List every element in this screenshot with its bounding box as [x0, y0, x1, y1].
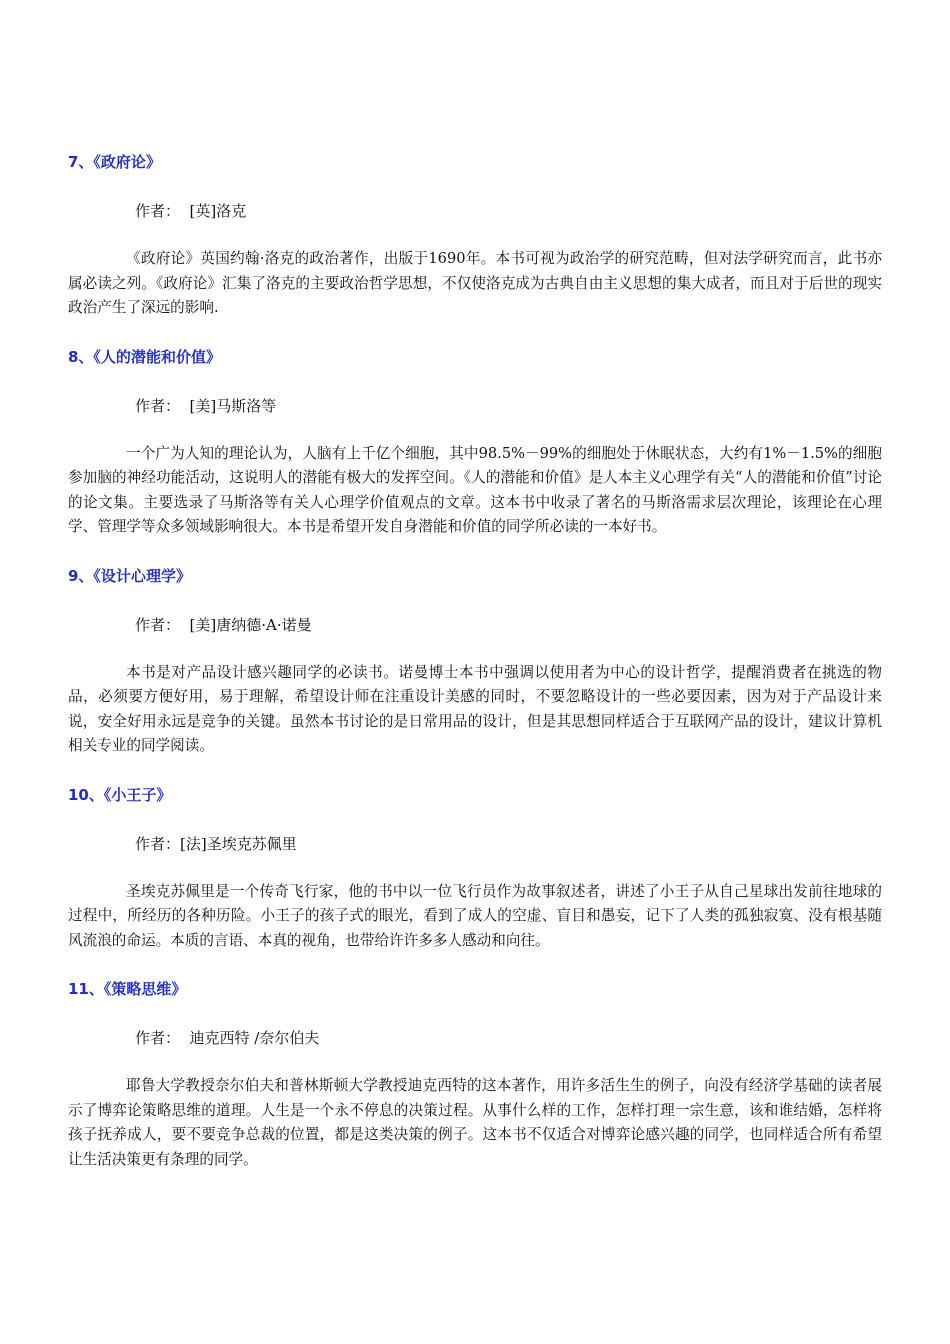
- book-entry-11: [68, 977, 882, 1172]
- book-entry-9: [68, 564, 882, 759]
- book-description: 圣埃克苏佩里是一个传奇飞行家，他的书中以一位飞行员作为故事叙述者，讲述了小王子从自己星球出发前往地球的过程中，所经历的各种历险。小王子的孩子式的眼光，看到了成人的空虚、盲目和愚妄，记下了人类的孤独寂寞、没有根基随风流浪的命运。本质的言语、本真的视角，也带给许许多多人感动和向往。: [68, 882, 882, 949]
- book-title: 8、《人的潜能和价值》: [68, 347, 221, 366]
- book-title: 10、《小王子》: [68, 785, 172, 804]
- book-author: 作者： [美]唐纳德·A·诺曼: [135, 615, 312, 634]
- section-spacer: [68, 953, 882, 977]
- book-description: 本书是对产品设计感兴趣同学的必读书。诺曼博士本书中强调以使用者为中心的设计哲学，提醒消费者在挑选的物品，必须要方便好用，易于理解，希望设计师在注重设计美感的同时，不要忽略设计的一些必要因素，因为对于产品设计来说，安全好用永远是竞争的关键。虽然本书讨论的是日常用品的设计，但是其思想同样适合于互联网产品的设计，建议计算机相关专业的同学阅读。: [68, 663, 882, 754]
- book-title: 11、《策略思维》: [68, 980, 187, 998]
- book-author: 作者：[法]圣埃克苏佩里: [135, 834, 297, 853]
- book-title: 7、《政府论》: [68, 153, 161, 171]
- book-description: 一个广为人知的理论认为，人脑有上千亿个细胞，其中98.5%－99%的细胞处于休眠状态，大约有1%－1.5%的细胞参加脑的神经功能活动，这说明人的潜能有极大的发挥空间。《人的潜能和价值》是人本主义心理学有关“人的潜能和价值”讨论的论文集。主要选录了马斯洛等有关人心理学价值观点的文章。这本书中收录了著名的马斯洛需求层次理论，该理论在心理学、管理学等众多领域影响很大。本书是希望开发自身潜能和价值的同学所必读的一本好书。: [68, 444, 882, 535]
- book-author: 作者： [美]马斯洛等: [135, 396, 277, 415]
- book-description: 耶鲁大学教授奈尔伯夫和普林斯顿大学教授迪克西特的这本著作，用许多活生生的例子，向没有经济学基础的读者展示了博弈论策略思维的道理。人生是一个永不停息的决策过程。从事什么样的工作，怎样打理一宗生意，该和谁结婚，怎样将孩子抚养成人，要不要竞争总裁的位置，都是这类决策的例子。这本书不仅适合对博弈论感兴趣的同学，也同样适合所有希望让生活决策更有条理的同学。: [68, 1077, 882, 1168]
- book-entry-10: [68, 783, 882, 954]
- section-spacer: [68, 321, 882, 345]
- book-author: 作者： 迪克西特 /奈尔伯夫: [135, 1029, 320, 1047]
- book-list: [68, 150, 882, 1172]
- book-author: 作者： [英]洛克: [135, 202, 247, 220]
- book-description: 《政府论》英国约翰·洛克的政治著作，出版于1690年。本书可视为政治学的研究范畴，但对法学研究而言，此书亦属必读之列。《政府论》汇集了洛克的主要政治哲学思想，不仅使洛克成为古典自由主义思想的集大成者，而且对于后世的现实政治产生了深远的影响.: [68, 250, 882, 316]
- section-spacer: [68, 759, 882, 783]
- book-entry-8: [68, 345, 882, 540]
- section-spacer: [68, 540, 882, 564]
- book-title: 9、《设计心理学》: [68, 566, 191, 585]
- book-entry-7: [68, 150, 882, 321]
